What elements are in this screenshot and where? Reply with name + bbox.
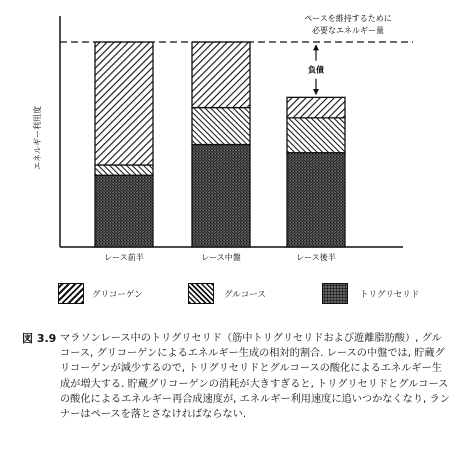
category-label: レース前半 — [104, 253, 144, 262]
category-labels — [104, 252, 336, 262]
bar-segment-3-3 — [287, 97, 345, 118]
category-label: レース後半 — [296, 253, 336, 262]
bar-segment-1-2 — [192, 145, 250, 248]
reference-line-label: 必要なエネルギー量 — [312, 26, 384, 35]
bar-segment-2-1 — [95, 165, 153, 175]
bar-segment-2-2 — [192, 108, 250, 145]
legend-label: トリグリセリド — [360, 290, 420, 300]
legend-swatch — [322, 283, 348, 304]
legend-label: グリコーゲン — [92, 290, 143, 300]
caption-number: 図 3.9 — [22, 332, 57, 345]
legend-swatch — [58, 283, 84, 304]
bar-segment-3-2 — [192, 42, 250, 108]
bar-segment-3-1 — [95, 42, 153, 165]
bar-segment-1-3 — [287, 153, 345, 247]
legend-swatch — [188, 283, 214, 304]
reference-line-label: ペースを維持するために — [304, 14, 392, 23]
bar-segment-2-3 — [287, 118, 345, 153]
y-axis-label: エネルギー利用度 — [33, 106, 42, 170]
caption-text: マラソンレース中のトリグリセリド（筋中トリグリセリドおよび遊離脂肪酸）, グルコース, グリコーゲンによるエネルギー生成の相対的割合. レースの中盤では, 貯蔵グリコーゲンが減少するので, トリグリセリドとグルコースの酸化によるエネルギー生成が増大する. 貯蔵グリコーゲンの消耗が大きすぎると, トリグリセリドとグルコースの酸化によるエネルギー再合成速度が, エネルギー利用速度に追いつかなくなり, ランナーはペースを落とさなければならない. — [60, 333, 450, 421]
category-label: レース中盤 — [201, 253, 241, 262]
bar-segment-1-1 — [95, 175, 153, 247]
legend-label: グルコース — [224, 290, 266, 300]
debt-label: 負債 — [308, 65, 324, 75]
